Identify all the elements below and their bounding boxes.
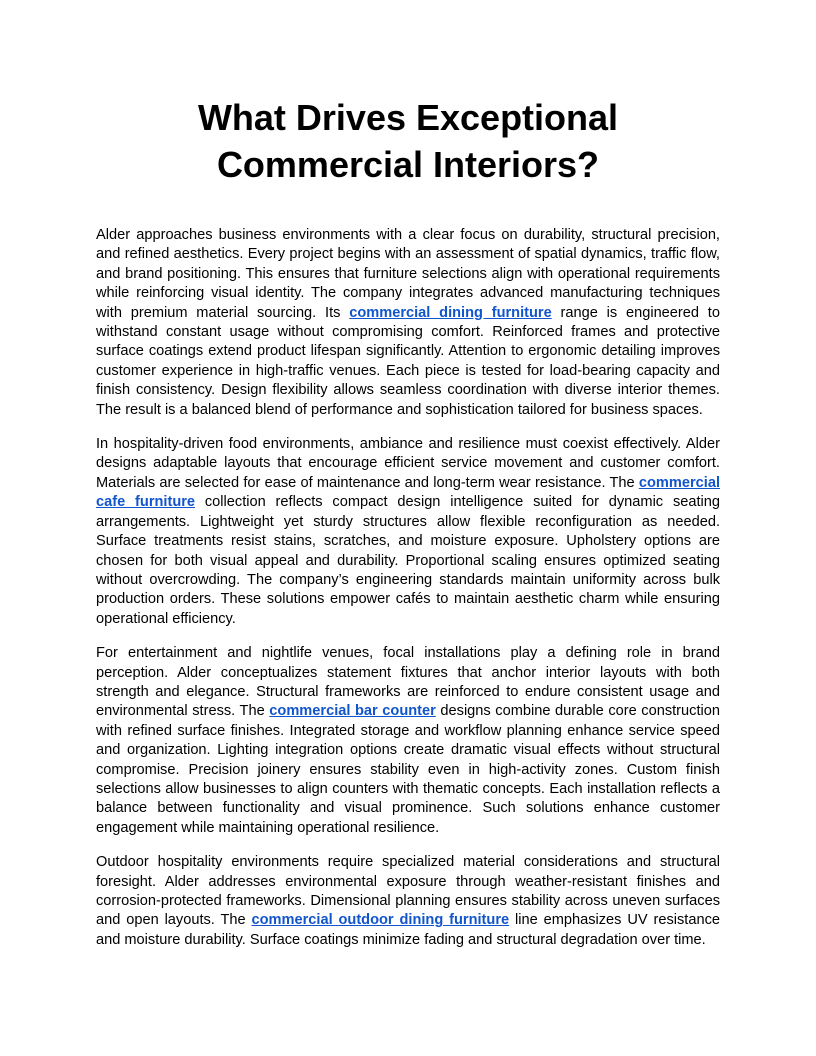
link-commercial-cafe-furniture[interactable]: commercial cafe furniture (96, 474, 720, 511)
paragraph-4-text-after: line emphasizes UV resistance and moisture durability. Surface coatings minimize fading and structural degradation over time. (96, 912, 721, 948)
paragraph-3-text-after: designs combine durable core construction with refined surface finishes. Integrated storage and workflow planning enhance service speed and organization. Lighting integration options create dramatic visual effects without structural compromise. Precision joinery ensures stability even in high-activity zones. Custom finish selections allow businesses to align counters with thematic concepts. Each installation reflects a balance between functionality and visual prominence. Such solutions enhance customer engagement while maintaining operational resilience. (96, 703, 720, 836)
link-commercial-bar-counter[interactable]: commercial bar counter (269, 703, 436, 720)
link-commercial-dining-furniture[interactable]: commercial dining furniture (349, 304, 552, 321)
page-title: What Drives Exceptional Commercial Interiors? (197, 97, 619, 185)
paragraph-4-text-before: Outdoor hospitality environments require specialized material considerations and structural foresight. Alder addresses environmental exposure through weather-resistant finishes and corrosion-protected frameworks. Dimensional planning ensures stability across uneven surfaces and open layouts. The (96, 854, 720, 929)
paragraph-3-text-before: For entertainment and nightlife venues, focal installations play a defining role in brand perception. Alder conceptualizes statement fixtures that anchor interior layouts with both strength and elegance. Structural frameworks are reinforced to endure consistent usage and environmental stress. The (96, 645, 720, 720)
paragraph-2-text-before: In hospitality-driven food environments, ambiance and resilience must coexist effectively. Alder designs adaptable layouts that encourage efficient service movement and customer comfort. Materials are selected for ease of maintenance and long-term wear resistance. The (96, 436, 720, 491)
paragraph-1-text-after: range is engineered to withstand constant usage without compromising comfort. Reinforced frames and protective surface coatings extend product lifespan significantly. Attention to ergonomic detailing improves customer experience in high-traffic venues. Each piece is tested for load-bearing capacity and finish consistency. Design flexibility allows seamless coordination with diverse interior themes. The result is a balanced blend of performance and sophistication tailored for business spaces. (96, 304, 720, 418)
paragraph-3 (96, 644, 720, 838)
paragraph-2 (96, 435, 720, 629)
paragraph-1 (96, 226, 720, 420)
document-body (96, 226, 720, 965)
paragraph-1-text-before: Alder approaches business environments with a clear focus on durability, structural precision, and refined aesthetics. Every project begins with an assessment of spatial dynamics, traffic flow, and brand positioning. This ensures that furniture selections align with operational requirements while reinforcing visual identity. The company integrates advanced manufacturing techniques with premium material sourcing. Its (96, 227, 720, 321)
paragraph-2-text-after: collection reflects compact design intelligence suited for dynamic seating arrangements. Lightweight yet sturdy structures allow flexible reconfiguration as needed. Surface treatments resist stains, scratches, and moisture exposure. Upholstery options are chosen for both visual appeal and durability. Proportional scaling ensures optimized seating without overcrowding. The company’s engineering standards maintain uniformity across bulk production orders. These solutions empower cafés to maintain aesthetic charm while ensuring operational efficiency. (96, 494, 720, 627)
paragraph-4 (96, 853, 720, 950)
link-commercial-outdoor-dining-furniture[interactable]: commercial outdoor dining furniture (251, 912, 510, 929)
